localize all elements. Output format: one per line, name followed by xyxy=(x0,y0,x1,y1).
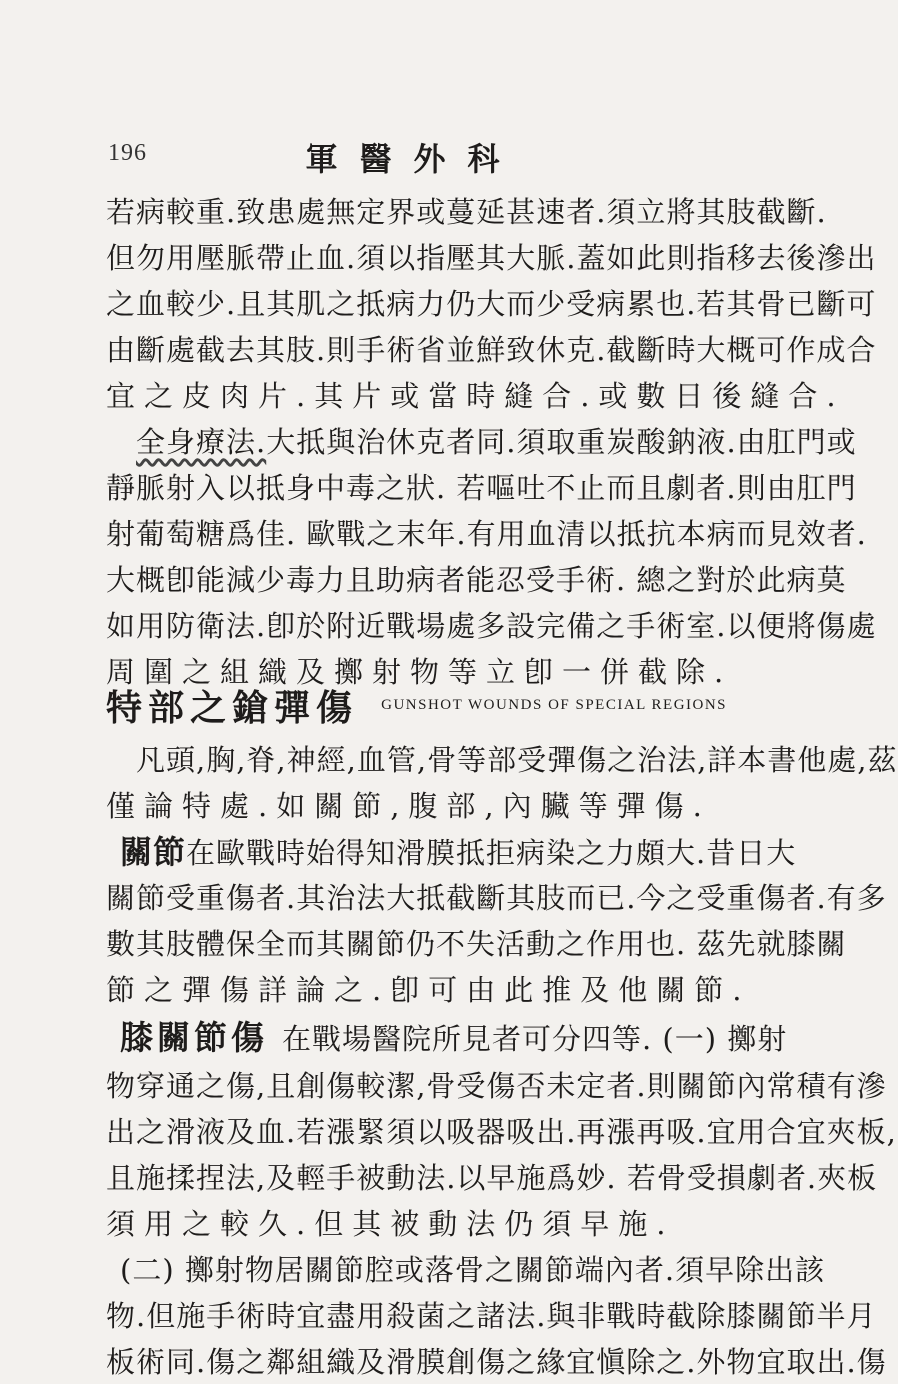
text-line: (二) 擲射物居關節腔或落骨之關節端內者.須早除出該 xyxy=(120,1253,826,1287)
text-line: 凡頭,胸,脊,神經,血管,骨等部受彈傷之治法,詳本書他處,茲 xyxy=(136,743,898,777)
text-line: 之血較少.且其肌之抵病力仍大而少受病累也.若其骨已斷可 xyxy=(106,287,877,321)
text-line: 僅論特處.如關節,腹部,內臟等彈傷. xyxy=(106,789,711,823)
text-line: 周圍之組織及擲射物等立卽一併截除. xyxy=(106,655,733,689)
text-line: 且施揉捏法,及輕手被動法.以早施爲妙. 若骨受損劇者.夾板 xyxy=(106,1161,878,1195)
text-line: 射葡萄糖爲佳. 歐戰之末年.有用血清以抵抗本病而見效者. xyxy=(106,517,867,551)
text-line: 靜脈射入以抵身中毒之狀. 若嘔吐不止而且劇者.則由肛門 xyxy=(106,471,857,505)
section-heading xyxy=(106,680,727,730)
text-line: 若病較重.致患處無定界或蔓延甚速者.須立將其肢截斷. xyxy=(106,195,827,229)
text-line: 物.但施手術時宜盡用殺菌之諸法.與非戰時截除膝關節半月 xyxy=(106,1299,877,1333)
text-line: 如用防衛法.卽於附近戰場處多設完備之手術室.以便將傷處 xyxy=(106,609,877,643)
text-line xyxy=(120,830,797,874)
text-line: 由斷處截去其肢.則手術省並鮮致休克.截斷時大概可作成合 xyxy=(106,333,877,367)
text-line: 大概卽能減少毒力且助病者能忍受手術. 總之對於此病莫 xyxy=(106,563,847,597)
text-line: 宜之皮肉片.其片或當時縫合.或數日後縫合. xyxy=(106,379,845,413)
section-lead-whole-body-treatment: 全身療法. xyxy=(136,425,267,459)
subsection-heading-joints: 關節 xyxy=(120,833,187,871)
subsection-heading-knee-joint: 膝關節傷 xyxy=(120,1018,268,1057)
text-line: 板術同.傷之鄰組織及滑膜創傷之緣宜愼除之.外物宜取出.傷 xyxy=(106,1345,887,1379)
text-line: 節之彈傷詳論之.卽可由此推及他關節. xyxy=(106,973,751,1007)
text-span: 在戰場醫院所見者可分四等. (一) 擲射 xyxy=(282,1022,788,1056)
text-span: 大抵與治休克者同.須取重炭酸鈉液.由肛門或 xyxy=(266,425,857,459)
text-line: 出之滑液及血.若漲緊須以吸器吸出.再漲再吸.宜用合宜夾板, xyxy=(106,1115,897,1149)
section-heading-chinese: 特部之鎗彈傷 xyxy=(106,687,359,729)
text-line: 關節受重傷者.其治法大抵截斷其肢而已.今之受重傷者.有多 xyxy=(106,881,887,915)
text-line xyxy=(120,1014,788,1062)
text-line: 數其肢體保全而其關節仍不失活動之作用也. 茲先就膝關 xyxy=(106,927,847,961)
running-title: 軍醫外科 xyxy=(305,140,522,178)
text-line: 但勿用壓脈帶止血.須以指壓其大脈.蓋如此則指移去後滲出 xyxy=(106,241,877,275)
page-number: 196 xyxy=(108,140,147,166)
section-heading-english: GUNSHOT WOUNDS OF SPECIAL REGIONS xyxy=(381,697,728,713)
text-line: 物穿通之傷,且創傷較潔,骨受傷否未定者.則關節內常積有滲 xyxy=(106,1069,887,1103)
text-line: 須用之較久.但其被動法仍須早施. xyxy=(106,1207,675,1241)
text-line xyxy=(136,420,857,464)
text-span: 在歐戰時始得知滑膜抵拒病染之力頗大.昔日大 xyxy=(186,836,797,870)
